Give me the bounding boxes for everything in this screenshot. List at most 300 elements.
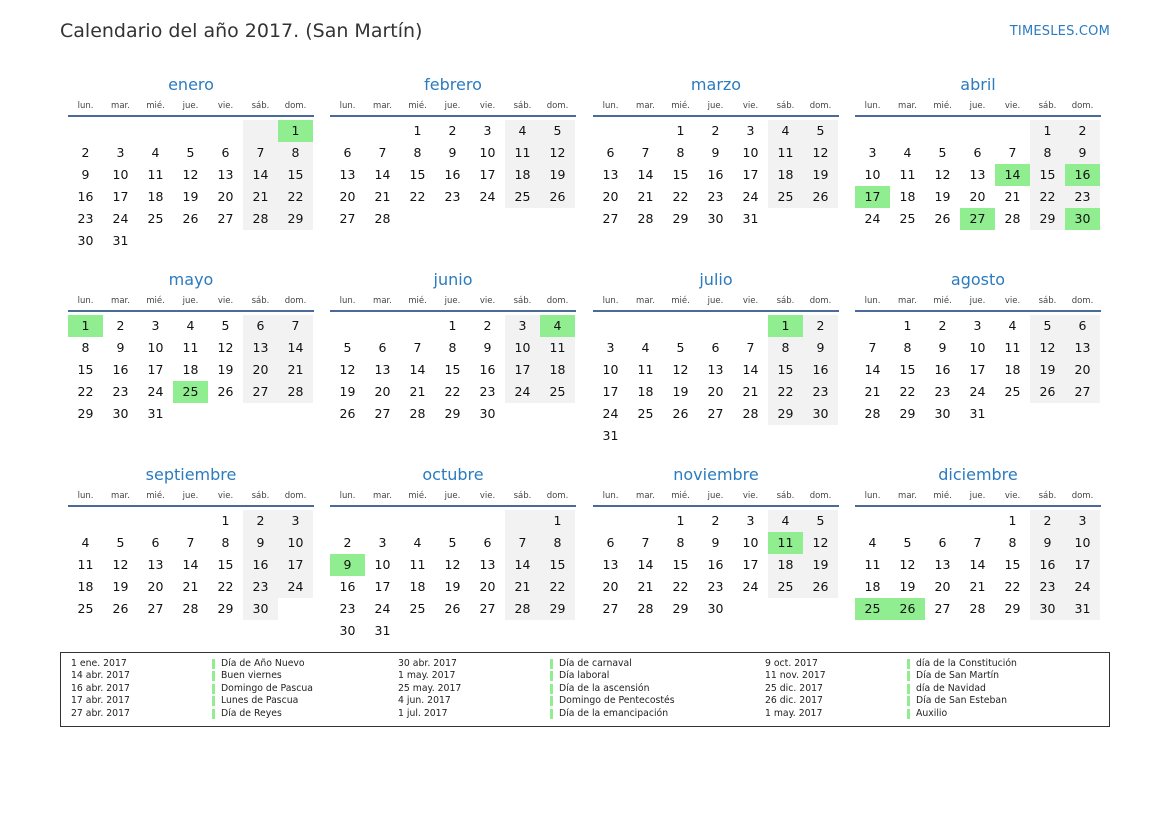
day-cell[interactable]: 29	[1004, 601, 1021, 616]
day-cell[interactable]: 13	[602, 557, 619, 572]
day-cell[interactable]: 1	[540, 510, 575, 532]
day-cell[interactable]: 1	[221, 513, 230, 528]
day-cell[interactable]: 20	[374, 384, 391, 399]
day-cell[interactable]: 23	[707, 189, 724, 204]
day-cell[interactable]: 27	[243, 381, 278, 403]
day-cell[interactable]: 11	[768, 142, 803, 164]
day-cell[interactable]: 12	[540, 142, 575, 164]
day-cell[interactable]: 30	[339, 623, 356, 638]
day-cell[interactable]: 24	[864, 211, 881, 226]
day-cell[interactable]: 25	[855, 598, 890, 620]
day-cell[interactable]: 9	[803, 337, 838, 359]
day-cell[interactable]: 22	[409, 189, 426, 204]
day-cell[interactable]: 23	[803, 381, 838, 403]
day-cell[interactable]: 14	[243, 164, 278, 186]
day-cell[interactable]: 4	[540, 315, 575, 337]
day-cell[interactable]: 26	[182, 211, 199, 226]
day-cell[interactable]: 24	[505, 381, 540, 403]
day-cell[interactable]: 10	[742, 535, 759, 550]
day-cell[interactable]: 8	[540, 532, 575, 554]
day-cell[interactable]: 2	[1065, 120, 1100, 142]
day-cell[interactable]: 5	[116, 535, 125, 550]
day-cell[interactable]: 7	[378, 145, 387, 160]
day-cell[interactable]: 15	[1030, 164, 1065, 186]
day-cell[interactable]: 14	[374, 167, 391, 182]
day-cell[interactable]: 26	[112, 601, 129, 616]
day-cell[interactable]: 18	[182, 362, 199, 377]
day-cell[interactable]: 12	[217, 340, 234, 355]
day-cell[interactable]: 16	[1065, 164, 1100, 186]
day-cell[interactable]: 9	[330, 554, 365, 576]
day-cell[interactable]: 21	[969, 579, 986, 594]
day-cell[interactable]: 6	[973, 145, 982, 160]
day-cell[interactable]: 29	[768, 403, 803, 425]
day-cell[interactable]: 20	[707, 384, 724, 399]
day-cell[interactable]: 4	[413, 535, 422, 550]
day-cell[interactable]: 7	[641, 145, 650, 160]
day-cell[interactable]: 16	[112, 362, 129, 377]
day-cell[interactable]: 3	[116, 145, 125, 160]
day-cell[interactable]: 30	[803, 403, 838, 425]
day-cell[interactable]: 13	[602, 167, 619, 182]
day-cell[interactable]: 11	[505, 142, 540, 164]
day-cell[interactable]: 14	[637, 167, 654, 182]
day-cell[interactable]: 4	[903, 145, 912, 160]
day-cell[interactable]: 28	[637, 601, 654, 616]
day-cell[interactable]: 1	[676, 123, 685, 138]
day-cell[interactable]: 14	[505, 554, 540, 576]
day-cell[interactable]: 15	[768, 359, 803, 381]
day-cell[interactable]: 6	[221, 145, 230, 160]
day-cell[interactable]: 3	[746, 513, 755, 528]
day-cell[interactable]: 26	[890, 598, 925, 620]
day-cell[interactable]: 12	[339, 362, 356, 377]
day-cell[interactable]: 10	[147, 340, 164, 355]
day-cell[interactable]: 25	[768, 576, 803, 598]
day-cell[interactable]: 24	[969, 384, 986, 399]
day-cell[interactable]: 12	[803, 142, 838, 164]
day-cell[interactable]: 6	[343, 145, 352, 160]
day-cell[interactable]: 5	[903, 535, 912, 550]
day-cell[interactable]: 11	[540, 337, 575, 359]
day-cell[interactable]: 24	[742, 189, 759, 204]
day-cell[interactable]: 19	[803, 164, 838, 186]
day-cell[interactable]: 8	[676, 145, 685, 160]
day-cell[interactable]: 23	[112, 384, 129, 399]
day-cell[interactable]: 9	[81, 167, 90, 182]
day-cell[interactable]: 18	[637, 384, 654, 399]
day-cell[interactable]: 11	[1004, 340, 1021, 355]
day-cell[interactable]: 4	[641, 340, 650, 355]
day-cell[interactable]: 17	[479, 167, 496, 182]
day-cell[interactable]: 18	[77, 579, 94, 594]
day-cell[interactable]: 27	[217, 211, 234, 226]
day-cell[interactable]: 20	[602, 579, 619, 594]
day-cell[interactable]: 15	[540, 554, 575, 576]
day-cell[interactable]: 17	[112, 189, 129, 204]
day-cell[interactable]: 19	[899, 579, 916, 594]
day-cell[interactable]: 11	[864, 557, 881, 572]
day-cell[interactable]: 1	[903, 318, 912, 333]
day-cell[interactable]: 23	[339, 601, 356, 616]
day-cell[interactable]: 10	[864, 167, 881, 182]
day-cell[interactable]: 16	[1030, 554, 1065, 576]
day-cell[interactable]: 2	[483, 318, 492, 333]
day-cell[interactable]: 1	[768, 315, 803, 337]
day-cell[interactable]: 12	[444, 557, 461, 572]
day-cell[interactable]: 26	[934, 211, 951, 226]
day-cell[interactable]: 11	[182, 340, 199, 355]
day-cell[interactable]: 27	[934, 601, 951, 616]
day-cell[interactable]: 22	[672, 579, 689, 594]
day-cell[interactable]: 29	[899, 406, 916, 421]
day-cell[interactable]: 12	[182, 167, 199, 182]
day-cell[interactable]: 19	[339, 384, 356, 399]
day-cell[interactable]: 21	[637, 579, 654, 594]
day-cell[interactable]: 28	[505, 598, 540, 620]
day-cell[interactable]: 19	[1030, 359, 1065, 381]
day-cell[interactable]: 5	[540, 120, 575, 142]
day-cell[interactable]: 27	[147, 601, 164, 616]
day-cell[interactable]: 26	[672, 406, 689, 421]
day-cell[interactable]: 19	[444, 579, 461, 594]
day-cell[interactable]: 21	[637, 189, 654, 204]
day-cell[interactable]: 21	[1004, 189, 1021, 204]
day-cell[interactable]: 11	[409, 557, 426, 572]
day-cell[interactable]: 14	[409, 362, 426, 377]
day-cell[interactable]: 28	[374, 211, 391, 226]
day-cell[interactable]: 28	[278, 381, 313, 403]
day-cell[interactable]: 7	[186, 535, 195, 550]
day-cell[interactable]: 16	[77, 189, 94, 204]
day-cell[interactable]: 30	[934, 406, 951, 421]
day-cell[interactable]: 17	[602, 384, 619, 399]
day-cell[interactable]: 20	[147, 579, 164, 594]
day-cell[interactable]: 30	[77, 233, 94, 248]
day-cell[interactable]: 24	[742, 579, 759, 594]
day-cell[interactable]: 13	[374, 362, 391, 377]
day-cell[interactable]: 1	[676, 513, 685, 528]
day-cell[interactable]: 13	[339, 167, 356, 182]
day-cell[interactable]: 6	[938, 535, 947, 550]
day-cell[interactable]: 4	[768, 120, 803, 142]
day-cell[interactable]: 17	[1065, 554, 1100, 576]
day-cell[interactable]: 20	[969, 189, 986, 204]
day-cell[interactable]: 7	[413, 340, 422, 355]
day-cell[interactable]: 13	[147, 557, 164, 572]
day-cell[interactable]: 10	[505, 337, 540, 359]
day-cell[interactable]: 2	[81, 145, 90, 160]
day-cell[interactable]: 15	[672, 557, 689, 572]
day-cell[interactable]: 7	[243, 142, 278, 164]
day-cell[interactable]: 11	[899, 167, 916, 182]
day-cell[interactable]: 9	[711, 535, 720, 550]
day-cell[interactable]: 22	[1030, 186, 1065, 208]
day-cell[interactable]: 23	[243, 576, 278, 598]
day-cell[interactable]: 5	[803, 120, 838, 142]
day-cell[interactable]: 2	[243, 510, 278, 532]
day-cell[interactable]: 10	[112, 167, 129, 182]
day-cell[interactable]: 6	[606, 535, 615, 550]
day-cell[interactable]: 27	[479, 601, 496, 616]
day-cell[interactable]: 22	[768, 381, 803, 403]
day-cell[interactable]: 29	[672, 601, 689, 616]
day-cell[interactable]: 17	[855, 186, 890, 208]
day-cell[interactable]: 22	[672, 189, 689, 204]
day-cell[interactable]: 13	[217, 167, 234, 182]
day-cell[interactable]: 31	[602, 428, 619, 443]
day-cell[interactable]: 28	[742, 406, 759, 421]
day-cell[interactable]: 29	[672, 211, 689, 226]
day-cell[interactable]: 3	[151, 318, 160, 333]
day-cell[interactable]: 22	[444, 384, 461, 399]
day-cell[interactable]: 21	[409, 384, 426, 399]
day-cell[interactable]: 20	[934, 579, 951, 594]
day-cell[interactable]: 21	[864, 384, 881, 399]
day-cell[interactable]: 12	[803, 532, 838, 554]
day-cell[interactable]: 16	[243, 554, 278, 576]
day-cell[interactable]: 25	[768, 186, 803, 208]
day-cell[interactable]: 12	[934, 167, 951, 182]
day-cell[interactable]: 1	[278, 120, 313, 142]
day-cell[interactable]: 21	[505, 576, 540, 598]
day-cell[interactable]: 16	[803, 359, 838, 381]
day-cell[interactable]: 16	[707, 167, 724, 182]
day-cell[interactable]: 27	[707, 406, 724, 421]
day-cell[interactable]: 13	[243, 337, 278, 359]
day-cell[interactable]: 22	[278, 186, 313, 208]
day-cell[interactable]: 1	[1030, 120, 1065, 142]
day-cell[interactable]: 14	[637, 557, 654, 572]
day-cell[interactable]: 19	[112, 579, 129, 594]
day-cell[interactable]: 7	[973, 535, 982, 550]
day-cell[interactable]: 25	[1004, 384, 1021, 399]
day-cell[interactable]: 28	[243, 208, 278, 230]
day-cell[interactable]: 5	[448, 535, 457, 550]
day-cell[interactable]: 28	[864, 406, 881, 421]
day-cell[interactable]: 10	[969, 340, 986, 355]
day-cell[interactable]: 2	[803, 315, 838, 337]
day-cell[interactable]: 7	[1008, 145, 1017, 160]
day-cell[interactable]: 8	[413, 145, 422, 160]
day-cell[interactable]: 27	[602, 211, 619, 226]
day-cell[interactable]: 1	[68, 315, 103, 337]
day-cell[interactable]: 10	[742, 145, 759, 160]
day-cell[interactable]: 14	[278, 337, 313, 359]
day-cell[interactable]: 17	[147, 362, 164, 377]
day-cell[interactable]: 17	[505, 359, 540, 381]
day-cell[interactable]: 31	[147, 406, 164, 421]
day-cell[interactable]: 14	[742, 362, 759, 377]
day-cell[interactable]: 18	[768, 164, 803, 186]
day-cell[interactable]: 2	[448, 123, 457, 138]
day-cell[interactable]: 24	[112, 211, 129, 226]
day-cell[interactable]: 2	[711, 123, 720, 138]
day-cell[interactable]: 21	[182, 579, 199, 594]
day-cell[interactable]: 11	[637, 362, 654, 377]
day-cell[interactable]: 4	[1008, 318, 1017, 333]
day-cell[interactable]: 7	[278, 315, 313, 337]
day-cell[interactable]: 28	[409, 406, 426, 421]
day-cell[interactable]: 29	[540, 598, 575, 620]
day-cell[interactable]: 10	[374, 557, 391, 572]
day-cell[interactable]: 2	[343, 535, 352, 550]
day-cell[interactable]: 9	[938, 340, 947, 355]
day-cell[interactable]: 18	[1004, 362, 1021, 377]
day-cell[interactable]: 10	[278, 532, 313, 554]
day-cell[interactable]: 17	[742, 167, 759, 182]
day-cell[interactable]: 16	[479, 362, 496, 377]
day-cell[interactable]: 16	[444, 167, 461, 182]
day-cell[interactable]: 29	[217, 601, 234, 616]
day-cell[interactable]: 11	[768, 532, 803, 554]
day-cell[interactable]: 3	[505, 315, 540, 337]
day-cell[interactable]: 6	[1065, 315, 1100, 337]
day-cell[interactable]: 19	[803, 554, 838, 576]
day-cell[interactable]: 18	[540, 359, 575, 381]
day-cell[interactable]: 16	[934, 362, 951, 377]
day-cell[interactable]: 5	[1030, 315, 1065, 337]
day-cell[interactable]: 26	[540, 186, 575, 208]
day-cell[interactable]: 5	[938, 145, 947, 160]
day-cell[interactable]: 7	[746, 340, 755, 355]
day-cell[interactable]: 23	[444, 189, 461, 204]
day-cell[interactable]: 4	[81, 535, 90, 550]
day-cell[interactable]: 15	[217, 557, 234, 572]
day-cell[interactable]: 18	[505, 164, 540, 186]
day-cell[interactable]: 20	[479, 579, 496, 594]
day-cell[interactable]: 19	[934, 189, 951, 204]
day-cell[interactable]: 28	[182, 601, 199, 616]
day-cell[interactable]: 14	[995, 164, 1030, 186]
day-cell[interactable]: 9	[711, 145, 720, 160]
day-cell[interactable]: 23	[707, 579, 724, 594]
day-cell[interactable]: 15	[409, 167, 426, 182]
day-cell[interactable]: 19	[540, 164, 575, 186]
day-cell[interactable]: 23	[77, 211, 94, 226]
day-cell[interactable]: 1	[1008, 513, 1017, 528]
day-cell[interactable]: 26	[803, 186, 838, 208]
day-cell[interactable]: 3	[1065, 510, 1100, 532]
day-cell[interactable]: 18	[409, 579, 426, 594]
day-cell[interactable]: 2	[711, 513, 720, 528]
day-cell[interactable]: 2	[938, 318, 947, 333]
day-cell[interactable]: 25	[637, 406, 654, 421]
day-cell[interactable]: 8	[768, 337, 803, 359]
day-cell[interactable]: 30	[1065, 208, 1100, 230]
day-cell[interactable]: 6	[483, 535, 492, 550]
day-cell[interactable]: 30	[707, 601, 724, 616]
day-cell[interactable]: 4	[868, 535, 877, 550]
day-cell[interactable]: 9	[1030, 532, 1065, 554]
day-cell[interactable]: 7	[641, 535, 650, 550]
day-cell[interactable]: 11	[77, 557, 94, 572]
day-cell[interactable]: 17	[969, 362, 986, 377]
day-cell[interactable]: 9	[483, 340, 492, 355]
day-cell[interactable]: 19	[672, 384, 689, 399]
day-cell[interactable]: 21	[742, 384, 759, 399]
day-cell[interactable]: 25	[147, 211, 164, 226]
day-cell[interactable]: 31	[374, 623, 391, 638]
day-cell[interactable]: 1	[448, 318, 457, 333]
day-cell[interactable]: 20	[243, 359, 278, 381]
day-cell[interactable]: 3	[483, 123, 492, 138]
day-cell[interactable]: 13	[707, 362, 724, 377]
day-cell[interactable]: 3	[868, 145, 877, 160]
day-cell[interactable]: 5	[343, 340, 352, 355]
day-cell[interactable]: 14	[969, 557, 986, 572]
day-cell[interactable]: 14	[182, 557, 199, 572]
day-cell[interactable]: 27	[374, 406, 391, 421]
day-cell[interactable]: 3	[606, 340, 615, 355]
day-cell[interactable]: 20	[1065, 359, 1100, 381]
day-cell[interactable]: 10	[602, 362, 619, 377]
day-cell[interactable]: 24	[602, 406, 619, 421]
day-cell[interactable]: 18	[768, 554, 803, 576]
day-cell[interactable]: 8	[81, 340, 90, 355]
day-cell[interactable]: 13	[934, 557, 951, 572]
day-cell[interactable]: 6	[378, 340, 387, 355]
day-cell[interactable]: 13	[479, 557, 496, 572]
day-cell[interactable]: 6	[243, 315, 278, 337]
day-cell[interactable]: 1	[413, 123, 422, 138]
day-cell[interactable]: 4	[505, 120, 540, 142]
day-cell[interactable]: 21	[278, 359, 313, 381]
day-cell[interactable]: 8	[1030, 142, 1065, 164]
day-cell[interactable]: 26	[339, 406, 356, 421]
day-cell[interactable]: 3	[378, 535, 387, 550]
day-cell[interactable]: 8	[221, 535, 230, 550]
day-cell[interactable]: 25	[505, 186, 540, 208]
day-cell[interactable]: 20	[602, 189, 619, 204]
day-cell[interactable]: 29	[1030, 208, 1065, 230]
day-cell[interactable]: 4	[151, 145, 160, 160]
day-cell[interactable]: 31	[742, 211, 759, 226]
day-cell[interactable]: 12	[899, 557, 916, 572]
day-cell[interactable]: 29	[77, 406, 94, 421]
day-cell[interactable]: 15	[672, 167, 689, 182]
day-cell[interactable]: 25	[409, 601, 426, 616]
day-cell[interactable]: 31	[969, 406, 986, 421]
day-cell[interactable]: 10	[1065, 532, 1100, 554]
day-cell[interactable]: 3	[973, 318, 982, 333]
day-cell[interactable]: 9	[243, 532, 278, 554]
day-cell[interactable]: 22	[77, 384, 94, 399]
site-link[interactable]: TIMESLES.COM	[1009, 24, 1110, 39]
day-cell[interactable]: 17	[278, 554, 313, 576]
day-cell[interactable]: 30	[479, 406, 496, 421]
day-cell[interactable]: 6	[606, 145, 615, 160]
day-cell[interactable]: 27	[960, 208, 995, 230]
day-cell[interactable]: 21	[243, 186, 278, 208]
day-cell[interactable]: 8	[1008, 535, 1017, 550]
day-cell[interactable]: 25	[173, 381, 208, 403]
day-cell[interactable]: 25	[77, 601, 94, 616]
day-cell[interactable]: 28	[1004, 211, 1021, 226]
day-cell[interactable]: 20	[339, 189, 356, 204]
day-cell[interactable]: 5	[186, 145, 195, 160]
day-cell[interactable]: 12	[112, 557, 129, 572]
day-cell[interactable]: 22	[217, 579, 234, 594]
day-cell[interactable]: 8	[278, 142, 313, 164]
day-cell[interactable]: 8	[903, 340, 912, 355]
day-cell[interactable]: 31	[1065, 598, 1100, 620]
day-cell[interactable]: 15	[77, 362, 94, 377]
day-cell[interactable]: 12	[1030, 337, 1065, 359]
day-cell[interactable]: 17	[742, 557, 759, 572]
day-cell[interactable]: 5	[221, 318, 230, 333]
day-cell[interactable]: 24	[479, 189, 496, 204]
